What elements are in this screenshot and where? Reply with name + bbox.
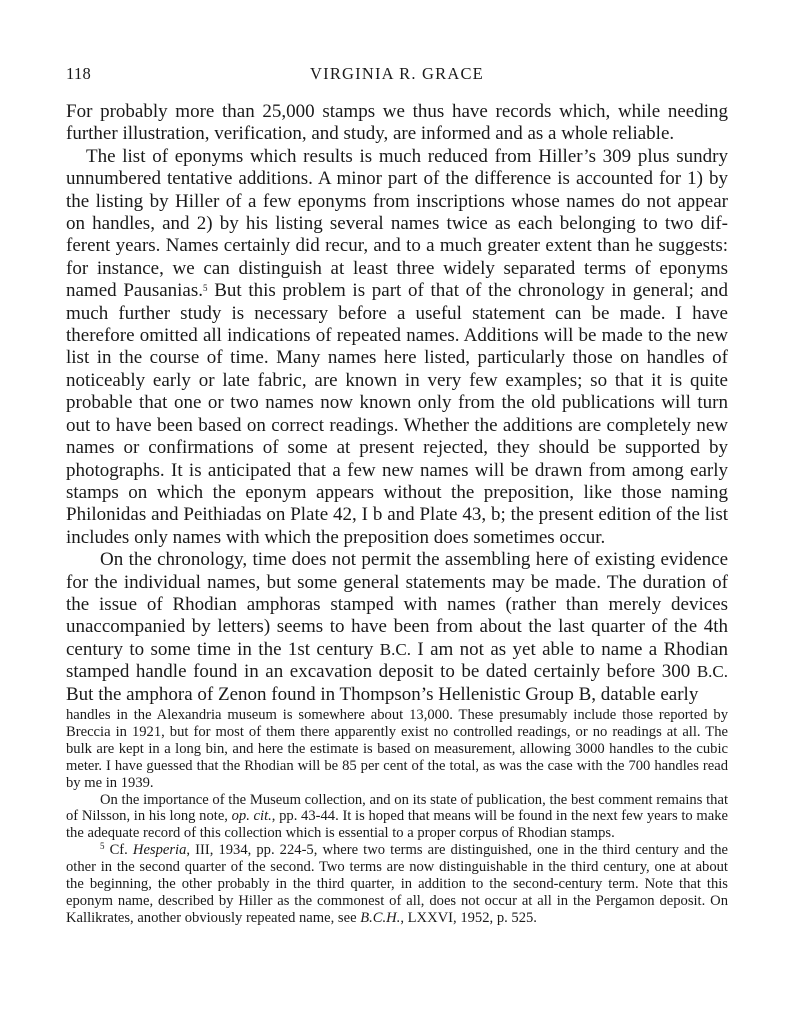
main-text (66, 101, 728, 706)
paragraph-1: For probably more than 25,000 stamps we thus have records which, while needing further illustration, verification, and study, are informed and as a whole reliable. (66, 101, 728, 145)
paragraph-3-text-c: But the amphora of Zenon found in Thompson’s Hellenistic Group B, datable early (66, 683, 699, 705)
hesperia-ref: Hesperia (132, 842, 187, 859)
footnote-continuation-2-text-b: , pp. 43-44. It is hoped that means will be found in the next few years to make the adequate record of this collection which is essential to a proper corpus of Rhodian stamps. (66, 808, 728, 842)
paragraph-2-text-a: The list of eponyms which results is much reduced from Hiller’s 309 plus sundry unnumbered tentative additions. A minor part of the difference is accounted for 1) by the listing by Hiller of a few eponyms from inscriptions whose names do not appear on handles, and 2) by his listing several names twice as each belonging to two different years. Names certainly did recur, and to a much greater extent than he suggests: for instance, we can distinguish at least three widely separated terms of eponyms named Pausanias. (66, 145, 728, 302)
era-abbrev-1: B.C. (379, 639, 411, 659)
footnote-ref-5: 5 (203, 283, 208, 294)
footnote-5 (66, 842, 728, 927)
footnote-continuation-1: handles in the Alexandria museum is somewhere about 13,000. These presumably include those reported by Breccia in 1921, but for most of them there apparently exist no controlled readings, or no readings at all. The bulk are kept in a long bin, and here the estimate is based on measurement, allowing 3000 handles to the cubic meter. I have guessed that the Rhodian will be 85 per cent of the total, as was the case with the 700 handles read by me in 1939. (66, 707, 728, 791)
paragraph-3 (66, 549, 728, 706)
page-number: 118 (66, 64, 92, 83)
paragraph-2 (66, 146, 728, 549)
paragraph-3-text-b: I am not as yet able to name a Rhodian stamped handle found in an excavation deposit to be dated certainly before 300 (66, 638, 729, 683)
footnote-continuation-2-text-a: On the importance of the Museum collection, and on its state of publication, the best comment remains that of Nilsson, in his long note, (66, 791, 728, 825)
footnote-continuation-2 (66, 792, 728, 843)
bch-ref: B.C.H. (360, 909, 401, 926)
era-abbrev-2: B.C. (696, 662, 728, 682)
page-header (66, 64, 728, 86)
footnotes (66, 707, 728, 927)
footnote-5-text-a: Cf. (104, 842, 133, 859)
running-head: VIRGINIA R. GRACE (310, 64, 484, 83)
footnote-5-marker: 5 (100, 841, 105, 852)
footnote-5-text-b: , III, 1934, pp. 224-5, where two terms are distinguished, one in the third century and the other in the second quarter of the second. Two terms are now distinguishable in the third century, one at about the beginning, the other probably in the third quarter, in addition to the second-century term. Note that this eponym name, described by Hiller as the commonest of all, does not occur at all in the Pergamon deposit. On Kallikrates, another obviously repeated name, see (66, 842, 729, 926)
paragraph-2-text-b: But this problem is part of that of the chronology in general; and much further study is necessary before a useful statement can be made. I have therefore omitted all indications of repeated names. Additions will be made to the new list in the course of time. Many names here listed, particularly those on handles of noticeably early or late fabric, are known in very few examples; so that it is quite probable that one or two names now known only from the old publications will turn out to have been based on correct readings. Whether the additions are completely new names or confirmations of some at present rejected, they should be supported by photographs. It is anticipated that a few new names will be drawn from among early stamps on which the eponym appears without the preposition, like those naming Philonidas and Peithiadas on Plate 42, I b and Plate 43, b; the present edition of the list includes only names with which the preposition does sometimes occur. (66, 280, 729, 548)
op-cit-ref: op. cit. (231, 808, 272, 825)
paragraph-3-text-a: On the chronology, time does not permit the assembling here of existing evidence for the individual names, but some general statements may be made. The duration of the issue of Rhodian amphoras stamped with names (rather than merely devices unaccompanied by letters) seems to have been from about the last quarter of the 4th century to some time in the 1st century (66, 549, 728, 660)
footnote-5-text-c: , LXXVI, 1952, p. 525. (400, 909, 537, 926)
